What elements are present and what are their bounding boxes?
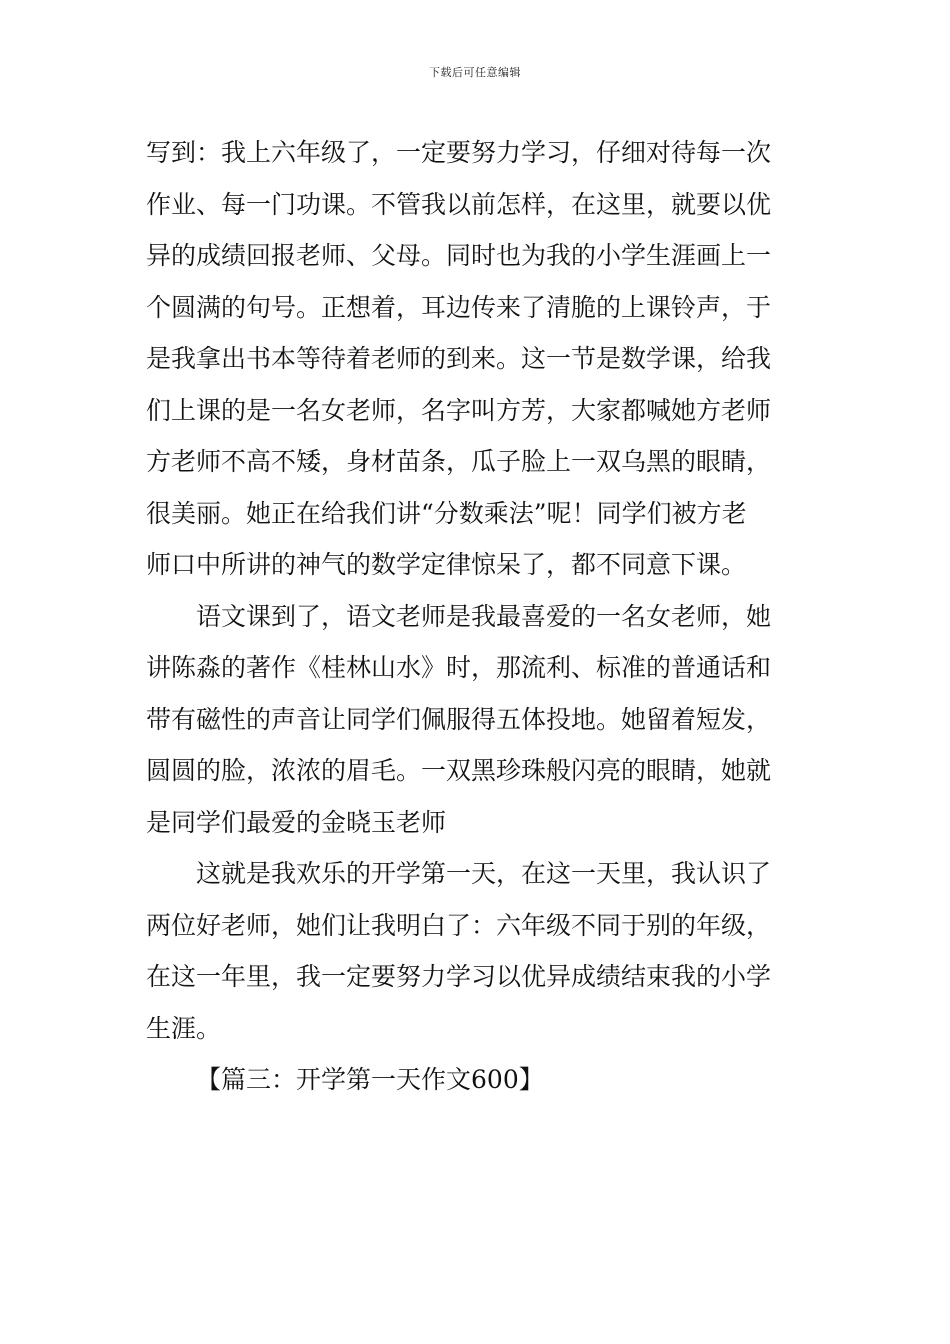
text-line: 异的成绩回报老师、父母。同时也为我的小学生涯画上一: [146, 241, 772, 270]
text-line: 在这一年里，我一定要努力学习以优异成绩结束我的小学: [146, 962, 772, 991]
text-line: 写到：我上六年级了，一定要努力学习，仔细对待每一次: [146, 138, 772, 167]
text-line: 方老师不高不矮，身材苗条，瓜子脸上一双乌黑的眼睛，: [146, 447, 772, 476]
text-line: 们上课的是一名女老师，名字叫方芳，大家都喊她方老师: [146, 395, 772, 425]
text-line: 带有磁性的声音让同学们佩服得五体投地。她留着短发，: [146, 704, 772, 734]
page-header: 下载后可任意编辑: [429, 66, 521, 79]
text-line: 是同学们最爱的金晓玉老师: [146, 807, 447, 837]
document-body: [146, 127, 810, 1106]
text-line: 两位好老师，她们让我明白了：六年级不同于别的年级，: [146, 910, 772, 940]
text-line: 讲陈淼的著作《桂林山水》时，那流利、标准的普通话和: [146, 653, 772, 682]
paragraph-first-line: 语文课到了，语文老师是我最喜爱的一名女老师，她: [196, 601, 772, 631]
text-line: 生涯。: [146, 1013, 222, 1043]
text-line: 作业、每一门功课。不管我以前怎样，在这里，就要以优: [146, 189, 772, 219]
text-line: 是我拿出书本等待着老师的到来。这一节是数学课，给我: [146, 344, 772, 373]
section-heading: 【篇三：开学第一天作文600】: [196, 1065, 544, 1094]
text-line: 很美丽。她正在给我们讲“分数乘法”呢！同学们被方老: [146, 498, 747, 528]
text-line: 圆圆的脸，浓浓的眉毛。一双黑珍珠般闪亮的眼睛，她就: [146, 756, 772, 785]
text-line: 师口中所讲的神气的数学定律惊呆了，都不同意下课。: [146, 550, 747, 579]
paragraph-first-line: 这就是我欢乐的开学第一天，在这一天里，我认识了: [196, 859, 772, 888]
text-line: 个圆满的句号。正想着，耳边传来了清脆的上课铃声，于: [146, 292, 772, 322]
